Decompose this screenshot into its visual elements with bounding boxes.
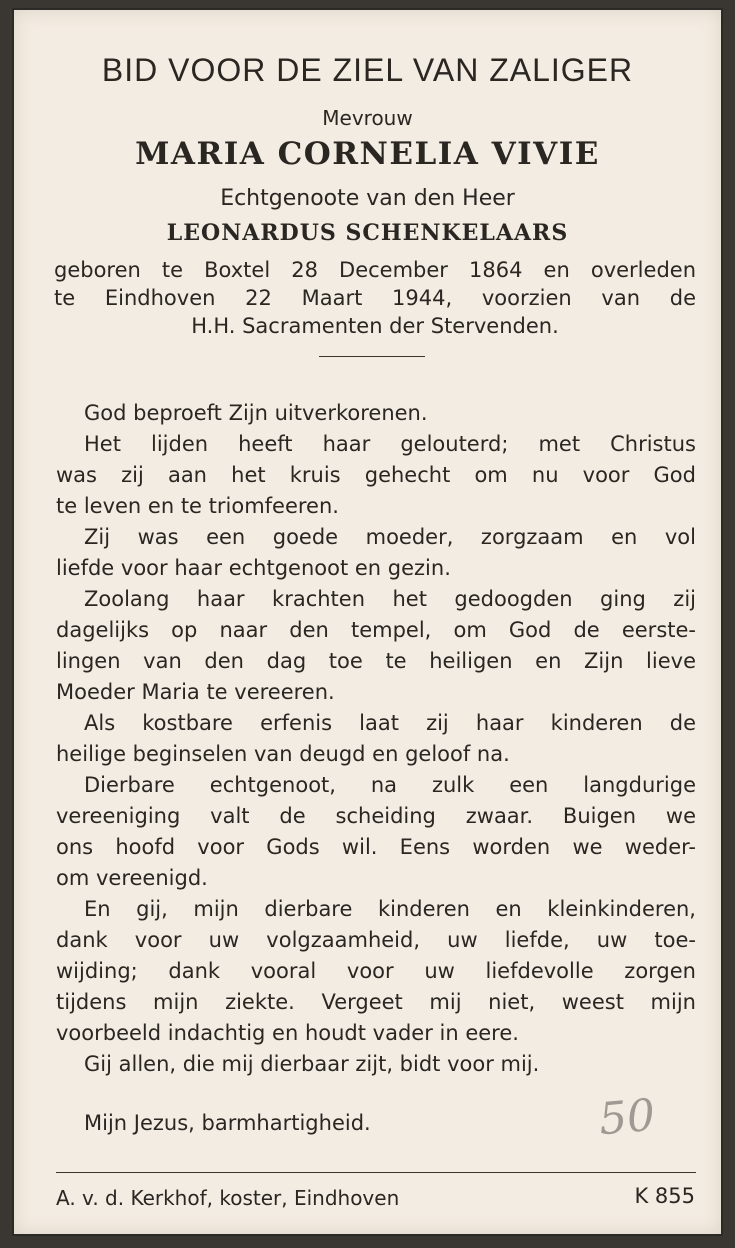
body-line: wijding; dank vooral voor uw liefdevolle zorgen bbox=[56, 959, 696, 983]
footer-divider bbox=[56, 1172, 696, 1173]
spouse-intro: Echtgenoote van den Heer bbox=[220, 186, 515, 211]
body-line: heilige beginselen van deugd en geloof na. bbox=[56, 742, 510, 766]
body-line: Het lijden heeft haar gelouterd; met Christus bbox=[84, 432, 696, 456]
card-code: K 855 bbox=[634, 1184, 695, 1208]
intro-line: geboren te Boxtel 28 December 1864 en overleden bbox=[54, 258, 696, 282]
intro-line: te Eindhoven 22 Maart 1944, voorzien van de bbox=[54, 286, 696, 310]
body-line: lingen van den dag toe te heiligen en Zijn lieve bbox=[56, 649, 696, 673]
body-line: liefde voor haar echtgenoot en gezin. bbox=[56, 556, 451, 580]
body-line: Dierbare echtgenoot, na zulk een langdurige bbox=[84, 773, 696, 797]
honorific: Mevrouw bbox=[322, 106, 413, 130]
body-line: En gij, mijn dierbare kinderen en kleinkinderen, bbox=[84, 897, 696, 921]
body-line: te leven en te triomfeeren. bbox=[56, 494, 339, 518]
prayer-card bbox=[12, 8, 723, 1236]
body-line: dagelijks op naar den tempel, om God de eerste- bbox=[56, 618, 696, 642]
body-line: was zij aan het kruis gehecht om nu voor God bbox=[56, 463, 696, 487]
birth-death-details bbox=[54, 256, 696, 340]
body-line: tijdens mijn ziekte. Vergeet mij niet, weest mijn bbox=[56, 990, 696, 1014]
printer-credit: A. v. d. Kerkhof, koster, Eindhoven bbox=[56, 1186, 400, 1210]
divider-line bbox=[319, 356, 425, 357]
body-line: om vereenigd. bbox=[56, 866, 208, 890]
spouse-name: LEONARDUS SCHENKELAARS bbox=[166, 220, 569, 246]
body-line: voorbeeld indachtig en houdt vader in eere. bbox=[56, 1021, 519, 1045]
body-line: dank voor uw volgzaamheid, uw liefde, uw toe- bbox=[56, 928, 696, 952]
body-line: God beproeft Zijn uitverkorenen. bbox=[84, 401, 428, 425]
card-title: BID VOOR DE ZIEL VAN ZALIGER bbox=[101, 52, 634, 88]
body-line: Zoolang haar krachten het gedoogden ging zij bbox=[84, 587, 696, 611]
body-line: ons hoofd voor Gods wil. Eens worden we weder- bbox=[56, 835, 696, 859]
body-line: Gij allen, die mij dierbaar zijt, bidt voor mij. bbox=[84, 1052, 540, 1076]
closing-prayer: Mijn Jezus, barmhartigheid. bbox=[84, 1111, 371, 1135]
body-line: Moeder Maria te vereeren. bbox=[56, 680, 335, 704]
handwritten-number: 50 bbox=[596, 1089, 658, 1146]
body-line: Als kostbare erfenis laat zij haar kinderen de bbox=[84, 711, 696, 735]
body-line: Zij was een goede moeder, zorgzaam en vol bbox=[84, 525, 696, 549]
deceased-name: MARIA CORNELIA VIVIE bbox=[135, 136, 600, 172]
body-line: vereeniging valt de scheiding zwaar. Buigen we bbox=[56, 804, 696, 828]
intro-line: H.H. Sacramenten der Stervenden. bbox=[191, 314, 559, 338]
memorial-text bbox=[56, 398, 696, 1080]
